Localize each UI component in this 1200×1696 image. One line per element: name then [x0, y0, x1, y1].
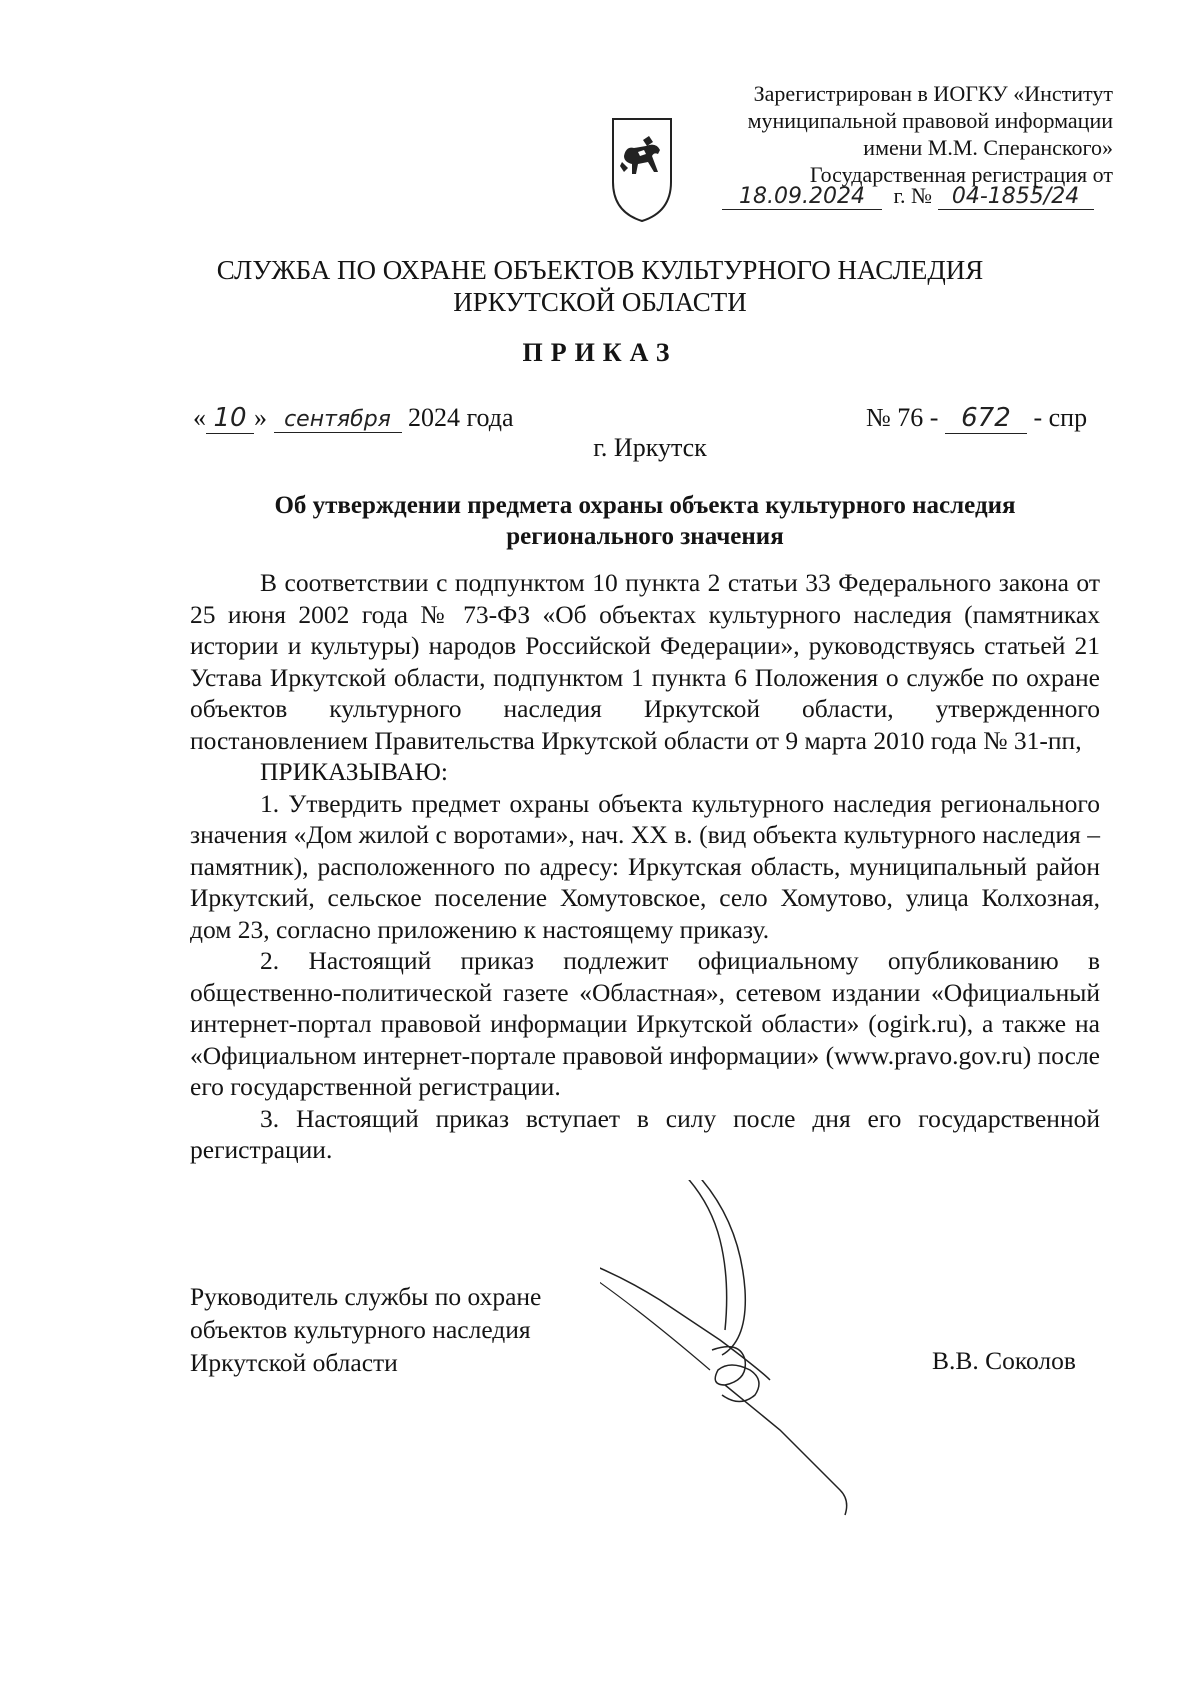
order-city: г. Иркутск	[593, 433, 707, 462]
signatory-name: В.В. Соколов	[932, 1346, 1076, 1375]
order-year: 2024 года	[408, 403, 514, 432]
order-item: 3. Настоящий приказ вступает в силу после дня его государственной регистрации.	[190, 1103, 1100, 1164]
order-number-value: 672	[945, 403, 1027, 434]
position-line: объектов культурного наследия	[190, 1315, 531, 1344]
registration-date: 18.09.2024	[722, 184, 882, 210]
position-line: Руководитель службы по охране	[190, 1282, 542, 1311]
quote-close: »	[254, 403, 267, 432]
position-line: Иркутской области	[190, 1348, 398, 1377]
order-item: 1. Утвердить предмет охраны объекта культурного наследия регионального значения «Дом жилой с воротами», нач. XX в. (вид объекта культурного наследия – памятник), расположенного по адресу: Иркутская область, муниципальный район Иркутский, сельское поселение Хомутовское, село Хомутово, улица Колхозная, дом 23, согласно приложению к настоящему приказу.	[190, 788, 1100, 944]
order-number	[866, 403, 1087, 434]
org-line: СЛУЖБА ПО ОХРАНЕ ОБЪЕКТОВ КУЛЬТУРНОГО НАСЛЕДИЯ	[216, 255, 984, 285]
registration-number-prefix: г. №	[893, 183, 933, 208]
order-number-prefix: № 76 -	[866, 403, 939, 432]
order-date	[193, 403, 514, 434]
subject-line: регионального значения	[506, 523, 784, 550]
order-day: 10	[206, 403, 254, 434]
preamble-paragraph: В соответствии с подпунктом 10 пункта 2 статьи 33 Федерального закона от 25 июня 2002 года № 73-ФЗ «Об объектах культурного наследия (памятниках истории и культуры) народов Российской Федерации», руководствуясь статьей 21 Устава Иркутской области, подпунктом 1 пункта 6 Положения о службе по охране объектов культурного наследия Иркутской области, утвержденного постановлением Правительства Иркутской области от 9 марта 2010 года № 31-пп,	[190, 568, 1100, 755]
registration-block	[700, 80, 1113, 188]
registration-fill-row	[722, 183, 1122, 217]
org-line: ИРКУТСКОЙ ОБЛАСТИ	[453, 287, 747, 317]
subject-line: Об утверждении предмета охраны объекта культурного наследия	[274, 492, 1016, 519]
order-month: сентября	[274, 407, 402, 433]
organization-name	[0, 254, 1200, 318]
order-item: 2. Настоящий приказ подлежит официальному опубликованию в общественно-политической газете «Областная», сетевом издании «Официальный интернет-портал правовой информации Иркутской области» (ogirk.ru), а также на «Официальном интернет-портале правовой информации» (www.pravo.gov.ru) после его государственной регистрации.	[190, 946, 1100, 1101]
command-word: ПРИКАЗЫВАЮ:	[260, 757, 448, 786]
registration-line: муниципальной правовой информации	[747, 108, 1113, 133]
coat-of-arms-icon	[610, 116, 674, 224]
quote-open: «	[193, 403, 206, 432]
registration-line: Зарегистрирован в ИОГКУ «Институт	[753, 81, 1113, 106]
registration-number: 04-1855/24	[938, 184, 1094, 210]
document-title: ПРИКАЗ	[522, 338, 678, 367]
handwritten-signature	[600, 1180, 930, 1540]
order-body	[190, 567, 1100, 1166]
signatory-position	[190, 1280, 620, 1379]
registration-line: имени М.М. Сперанского»	[863, 135, 1113, 160]
order-number-suffix: - спр	[1033, 403, 1088, 432]
order-subject	[190, 490, 1100, 552]
registration-line: Государственная регистрация от	[809, 162, 1113, 187]
